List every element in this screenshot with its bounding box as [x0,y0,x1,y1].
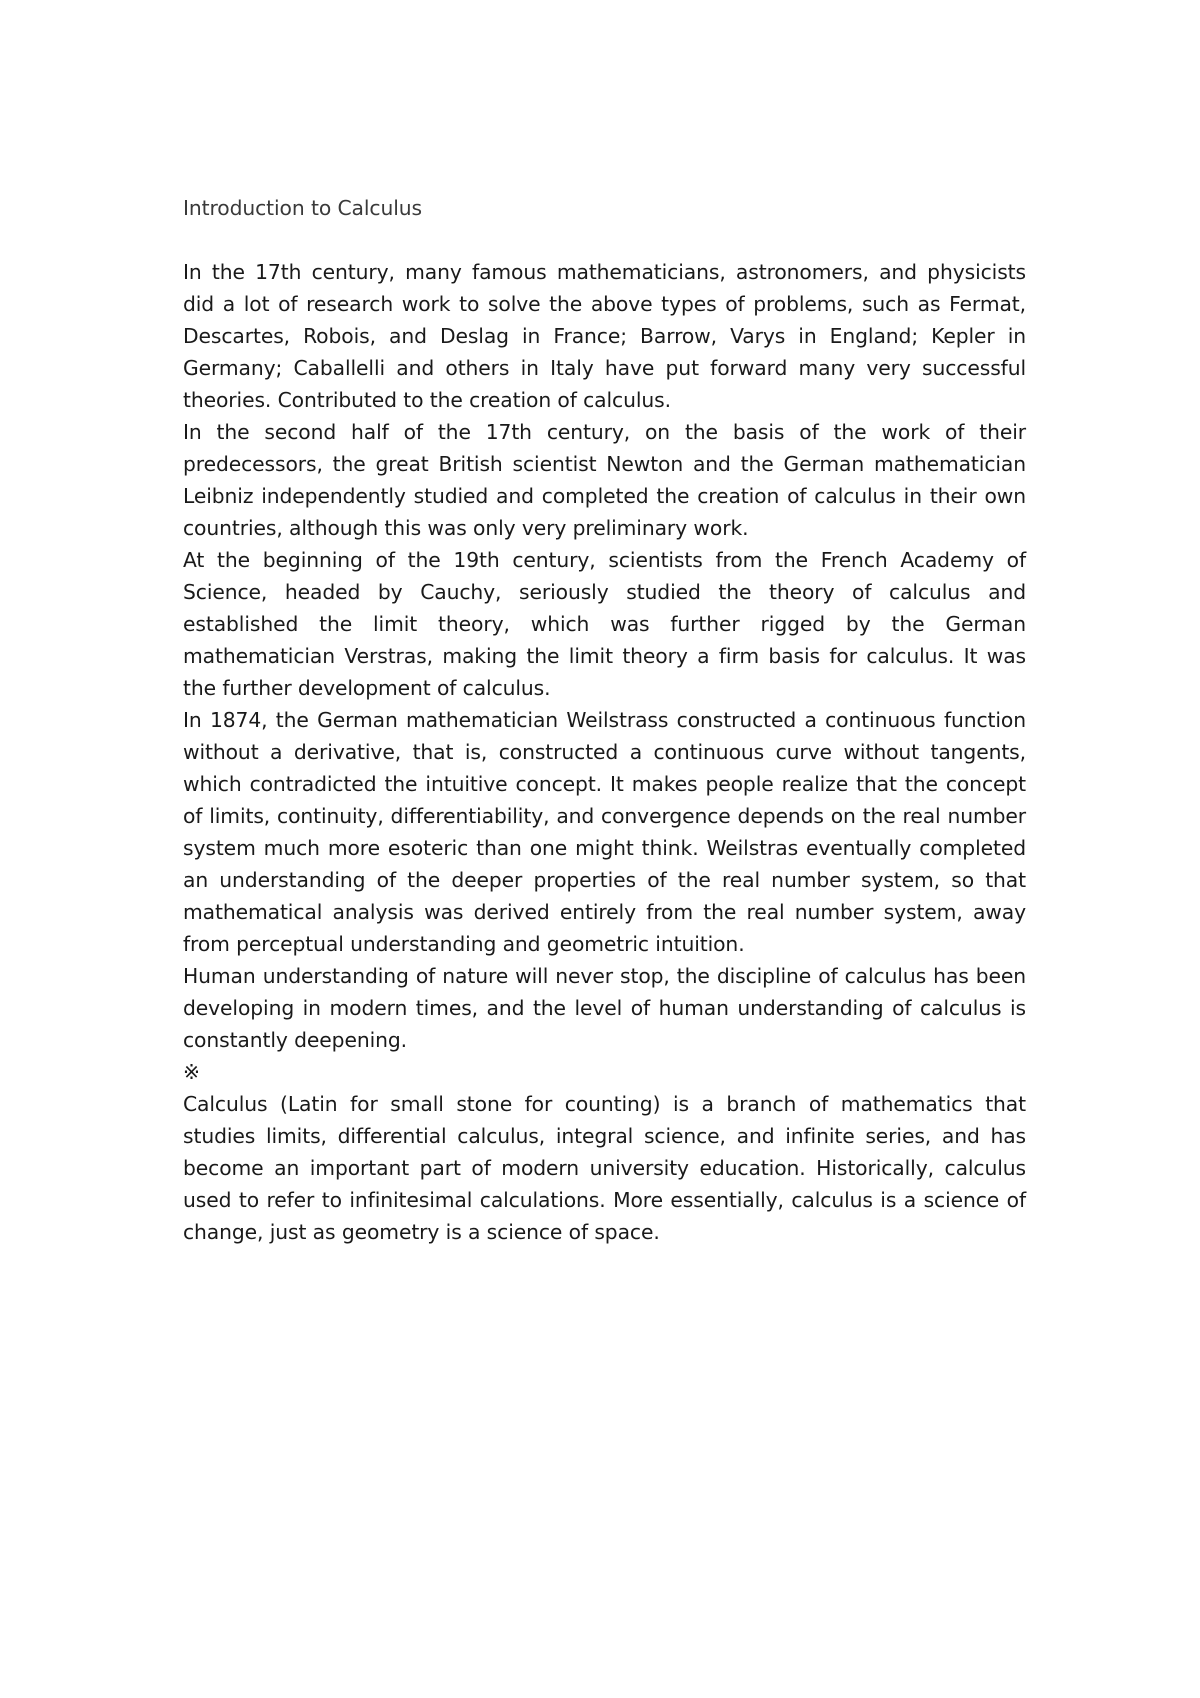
paragraph-calculus-definition: Calculus (Latin for small stone for counting) is a branch of mathematics that studies limits, differential calculus, integral science, and infinite series, and has become an important part of modern university education. Historically, calculus used to refer to infinitesimal calculations. More essentially, calculus is a science of change, just as geometry is a science of space. [183,1092,1026,1244]
paragraph-newton-leibniz: In the second half of the 17th century, on the basis of the work of their predecessors, the great British scientist Newton and the German mathematician Leibniz independently studied and completed the creation of calculus in their own countries, although this was only very preliminary work. [183,420,1026,540]
paragraph-19th-century: At the beginning of the 19th century, scientists from the French Academy of Science, headed by Cauchy, seriously studied the theory of calculus and established the limit theory, which was further rigged by the German mathematician Verstras, making the limit theory a firm basis for calculus. It was the further development of calculus. [183,548,1026,700]
paragraph-17th-century: In the 17th century, many famous mathematicians, astronomers, and physicists did a lot of research work to solve the above types of problems, such as Fermat, Descartes, Robois, and Deslag in France; Barrow, Varys in England; Kepler in Germany; Caballelli and others in Italy have put forward many very successful theories. Contributed to the creation of calculus. [183,260,1026,412]
document-title: Introduction to Calculus [183,196,422,220]
paragraph-human-understanding: Human understanding of nature will never stop, the discipline of calculus has been developing in modern times, and the level of human understanding of calculus is constantly deepening. [183,964,1026,1052]
paragraph-weilstrass: In 1874, the German mathematician Weilstrass constructed a continuous function without a derivative, that is, constructed a continuous curve without tangents, which contradicted the intuitive concept. It makes people realize that the concept of limits, continuity, differentiability, and convergence depends on the real number system much more esoteric than one might think. Weilstras eventually completed an understanding of the deeper properties of the real number system, so that mathematical analysis was derived entirely from the real number system, away from perceptual understanding and geometric intuition. [183,708,1026,956]
document-body [183,192,1026,1248]
reference-mark-separator: ※ [183,1060,200,1084]
